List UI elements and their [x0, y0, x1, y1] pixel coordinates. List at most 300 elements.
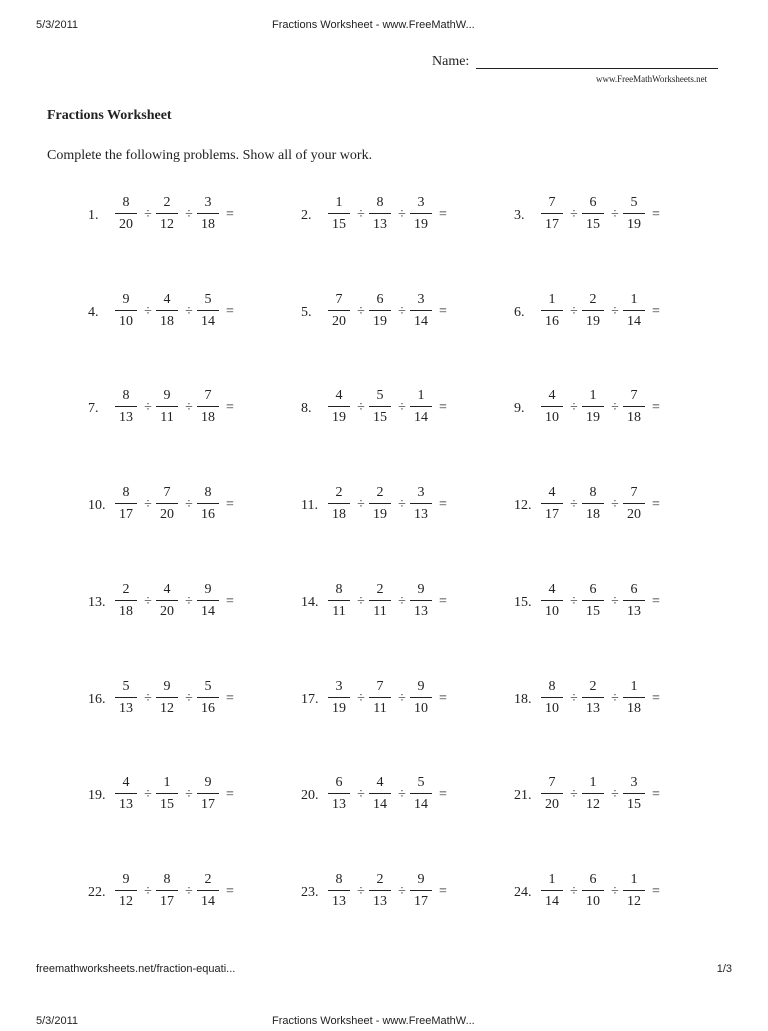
fraction-bar — [369, 406, 391, 407]
numerator: 6 — [630, 582, 638, 597]
denominator: 13 — [119, 701, 133, 716]
denominator: 12 — [160, 217, 174, 232]
denominator: 15 — [332, 217, 346, 232]
fraction-bar — [156, 213, 178, 214]
problem-number: 14. — [301, 595, 319, 610]
numerator: 1 — [630, 872, 638, 887]
fraction-bar — [156, 310, 178, 311]
fraction — [409, 291, 433, 331]
problem-number: 16. — [88, 692, 106, 707]
fraction — [622, 291, 646, 331]
fraction-bar — [541, 406, 563, 407]
divide-operator: ÷ — [144, 400, 152, 415]
fraction — [622, 774, 646, 814]
fraction-bar — [410, 406, 432, 407]
divide-operator: ÷ — [144, 497, 152, 512]
numerator: 6 — [589, 195, 597, 210]
fraction-bar — [410, 890, 432, 891]
problem-number: 2. — [301, 208, 312, 223]
fraction-bar — [410, 213, 432, 214]
divide-operator: ÷ — [357, 787, 365, 802]
fraction-bar — [369, 793, 391, 794]
divide-operator: ÷ — [185, 207, 193, 222]
fraction-bar — [115, 697, 137, 698]
print-url: freemathworksheets.net/fraction-equati... — [36, 963, 236, 975]
numerator: 3 — [417, 292, 425, 307]
numerator: 8 — [122, 388, 130, 403]
divide-operator: ÷ — [398, 207, 406, 222]
problem — [301, 291, 501, 341]
numerator: 9 — [122, 292, 130, 307]
fraction — [368, 484, 392, 524]
numerator: 1 — [630, 679, 638, 694]
fraction-bar — [328, 600, 350, 601]
numerator: 2 — [122, 582, 130, 597]
fraction — [622, 484, 646, 524]
fraction-bar — [623, 406, 645, 407]
fraction — [327, 678, 351, 718]
fraction-bar — [369, 213, 391, 214]
numerator: 4 — [548, 582, 556, 597]
numerator: 8 — [335, 582, 343, 597]
numerator: 6 — [335, 775, 343, 790]
numerator: 9 — [163, 388, 171, 403]
denominator: 18 — [332, 507, 346, 522]
problem — [88, 871, 288, 921]
denominator: 18 — [201, 217, 215, 232]
fraction-bar — [410, 310, 432, 311]
numerator: 1 — [630, 292, 638, 307]
numerator: 4 — [335, 388, 343, 403]
equals-sign: = — [439, 207, 447, 222]
fraction-bar — [156, 697, 178, 698]
numerator: 5 — [376, 388, 384, 403]
divide-operator: ÷ — [357, 400, 365, 415]
problem — [88, 484, 288, 534]
denominator: 12 — [160, 701, 174, 716]
fraction-bar — [369, 600, 391, 601]
equals-sign: = — [439, 497, 447, 512]
numerator: 1 — [548, 292, 556, 307]
instructions: Complete the following problems. Show all of your work. — [47, 148, 373, 163]
numerator: 2 — [589, 292, 597, 307]
problem-number: 3. — [514, 208, 525, 223]
numerator: 4 — [548, 485, 556, 500]
fraction — [581, 484, 605, 524]
divide-operator: ÷ — [570, 304, 578, 319]
problem-number: 9. — [514, 401, 525, 416]
equals-sign: = — [439, 884, 447, 899]
divide-operator: ÷ — [185, 400, 193, 415]
fraction-bar — [197, 890, 219, 891]
fraction — [327, 774, 351, 814]
fraction — [114, 387, 138, 427]
browser-print-header-next-page — [0, 1015, 768, 1031]
fraction — [409, 387, 433, 427]
fraction — [155, 291, 179, 331]
fraction — [581, 774, 605, 814]
numerator: 7 — [548, 195, 556, 210]
denominator: 14 — [414, 410, 428, 425]
denominator: 12 — [627, 894, 641, 909]
fraction-bar — [197, 213, 219, 214]
denominator: 10 — [545, 410, 559, 425]
fraction — [409, 871, 433, 911]
fraction — [622, 194, 646, 234]
problem — [88, 291, 288, 341]
numerator: 2 — [589, 679, 597, 694]
denominator: 11 — [160, 410, 174, 425]
divide-operator: ÷ — [185, 787, 193, 802]
equals-sign: = — [439, 691, 447, 706]
fraction-bar — [541, 697, 563, 698]
fraction — [622, 678, 646, 718]
denominator: 13 — [373, 894, 387, 909]
fraction — [155, 484, 179, 524]
fraction-bar — [623, 310, 645, 311]
equals-sign: = — [226, 497, 234, 512]
fraction — [622, 871, 646, 911]
problem-number: 1. — [88, 208, 99, 223]
fraction — [155, 678, 179, 718]
divide-operator: ÷ — [185, 304, 193, 319]
denominator: 17 — [119, 507, 133, 522]
numerator: 1 — [589, 775, 597, 790]
problem — [301, 774, 501, 824]
site-note: www.FreeMathWorksheets.net — [596, 74, 708, 84]
numerator: 7 — [163, 485, 171, 500]
denominator: 17 — [545, 217, 559, 232]
fraction-bar — [369, 697, 391, 698]
problem — [514, 387, 714, 437]
fraction-bar — [623, 890, 645, 891]
denominator: 19 — [586, 314, 600, 329]
numerator: 7 — [204, 388, 212, 403]
divide-operator: ÷ — [357, 304, 365, 319]
fraction-bar — [369, 310, 391, 311]
denominator: 15 — [373, 410, 387, 425]
fraction-bar — [197, 406, 219, 407]
numerator: 9 — [417, 872, 425, 887]
fraction-bar — [156, 600, 178, 601]
divide-operator: ÷ — [185, 497, 193, 512]
divide-operator: ÷ — [570, 787, 578, 802]
numerator: 6 — [589, 872, 597, 887]
problem-number: 12. — [514, 498, 532, 513]
fraction-bar — [623, 697, 645, 698]
fraction-bar — [623, 213, 645, 214]
problem — [88, 387, 288, 437]
problem-number: 6. — [514, 305, 525, 320]
divide-operator: ÷ — [144, 594, 152, 609]
divide-operator: ÷ — [398, 400, 406, 415]
fraction — [327, 194, 351, 234]
numerator: 1 — [589, 388, 597, 403]
equals-sign: = — [652, 304, 660, 319]
fraction — [581, 871, 605, 911]
fraction-bar — [623, 600, 645, 601]
numerator: 9 — [417, 679, 425, 694]
fraction — [368, 291, 392, 331]
fraction-bar — [582, 406, 604, 407]
fraction — [409, 581, 433, 621]
denominator: 15 — [586, 604, 600, 619]
equals-sign: = — [652, 691, 660, 706]
fraction — [327, 484, 351, 524]
equals-sign: = — [652, 497, 660, 512]
denominator: 20 — [160, 507, 174, 522]
denominator: 19 — [373, 314, 387, 329]
fraction — [327, 871, 351, 911]
equals-sign: = — [226, 400, 234, 415]
divide-operator: ÷ — [611, 691, 619, 706]
fraction-bar — [410, 793, 432, 794]
denominator: 13 — [119, 797, 133, 812]
fraction — [114, 581, 138, 621]
equals-sign: = — [652, 400, 660, 415]
numerator: 7 — [335, 292, 343, 307]
fraction-bar — [541, 600, 563, 601]
problem — [88, 774, 288, 824]
numerator: 2 — [376, 872, 384, 887]
denominator: 19 — [332, 701, 346, 716]
fraction — [155, 581, 179, 621]
numerator: 2 — [376, 582, 384, 597]
fraction-bar — [623, 793, 645, 794]
numerator: 1 — [417, 388, 425, 403]
fraction — [155, 194, 179, 234]
equals-sign: = — [439, 787, 447, 802]
fraction-bar — [410, 600, 432, 601]
numerator: 7 — [630, 485, 638, 500]
fraction-bar — [623, 503, 645, 504]
denominator: 17 — [201, 797, 215, 812]
fraction — [114, 871, 138, 911]
equals-sign: = — [439, 304, 447, 319]
fraction-bar — [328, 503, 350, 504]
denominator: 13 — [627, 604, 641, 619]
equals-sign: = — [652, 787, 660, 802]
problem-number: 20. — [301, 788, 319, 803]
divide-operator: ÷ — [357, 691, 365, 706]
fraction — [196, 291, 220, 331]
numerator: 7 — [630, 388, 638, 403]
fraction-bar — [115, 503, 137, 504]
problem — [514, 291, 714, 341]
fraction-bar — [328, 697, 350, 698]
problem — [301, 484, 501, 534]
denominator: 20 — [332, 314, 346, 329]
denominator: 15 — [160, 797, 174, 812]
fraction — [114, 484, 138, 524]
equals-sign: = — [226, 594, 234, 609]
fraction — [196, 387, 220, 427]
equals-sign: = — [652, 884, 660, 899]
fraction — [622, 387, 646, 427]
numerator: 3 — [204, 195, 212, 210]
denominator: 13 — [119, 410, 133, 425]
browser-print-header — [0, 19, 768, 35]
numerator: 9 — [204, 775, 212, 790]
fraction-bar — [197, 310, 219, 311]
numerator: 2 — [335, 485, 343, 500]
denominator: 18 — [160, 314, 174, 329]
numerator: 8 — [204, 485, 212, 500]
fraction — [114, 291, 138, 331]
denominator: 18 — [627, 410, 641, 425]
fraction-bar — [410, 503, 432, 504]
fraction-bar — [328, 406, 350, 407]
fraction — [368, 387, 392, 427]
fraction — [409, 194, 433, 234]
divide-operator: ÷ — [185, 884, 193, 899]
denominator: 20 — [119, 217, 133, 232]
divide-operator: ÷ — [398, 594, 406, 609]
fraction — [540, 581, 564, 621]
numerator: 2 — [163, 195, 171, 210]
fraction-bar — [582, 310, 604, 311]
print-date: 5/3/2011 — [36, 19, 79, 31]
denominator: 18 — [201, 410, 215, 425]
divide-operator: ÷ — [144, 207, 152, 222]
fraction — [540, 871, 564, 911]
denominator: 11 — [332, 604, 346, 619]
name-field-line[interactable] — [476, 68, 718, 69]
fraction — [581, 387, 605, 427]
numerator: 8 — [548, 679, 556, 694]
equals-sign: = — [652, 594, 660, 609]
divide-operator: ÷ — [357, 207, 365, 222]
browser-print-footer — [0, 963, 768, 979]
problem — [88, 194, 288, 244]
numerator: 8 — [163, 872, 171, 887]
denominator: 17 — [545, 507, 559, 522]
denominator: 18 — [586, 507, 600, 522]
fraction — [327, 387, 351, 427]
fraction — [196, 581, 220, 621]
numerator: 5 — [204, 292, 212, 307]
divide-operator: ÷ — [570, 594, 578, 609]
denominator: 17 — [414, 894, 428, 909]
divide-operator: ÷ — [570, 207, 578, 222]
divide-operator: ÷ — [357, 497, 365, 512]
fraction — [327, 291, 351, 331]
fraction — [622, 581, 646, 621]
fraction — [196, 774, 220, 814]
fraction-bar — [156, 890, 178, 891]
divide-operator: ÷ — [611, 594, 619, 609]
fraction — [368, 774, 392, 814]
divide-operator: ÷ — [185, 691, 193, 706]
worksheet-title: Fractions Worksheet — [47, 108, 172, 123]
equals-sign: = — [226, 207, 234, 222]
denominator: 12 — [586, 797, 600, 812]
denominator: 16 — [545, 314, 559, 329]
fraction — [581, 581, 605, 621]
equals-sign: = — [226, 884, 234, 899]
problem-number: 24. — [514, 885, 532, 900]
equals-sign: = — [226, 787, 234, 802]
denominator: 14 — [201, 604, 215, 619]
numerator: 4 — [122, 775, 130, 790]
denominator: 20 — [627, 507, 641, 522]
problem-number: 7. — [88, 401, 99, 416]
divide-operator: ÷ — [144, 304, 152, 319]
fraction-bar — [410, 697, 432, 698]
denominator: 14 — [414, 314, 428, 329]
divide-operator: ÷ — [398, 787, 406, 802]
numerator: 5 — [417, 775, 425, 790]
numerator: 9 — [163, 679, 171, 694]
problem — [514, 871, 714, 921]
numerator: 4 — [548, 388, 556, 403]
fraction-bar — [582, 600, 604, 601]
divide-operator: ÷ — [398, 691, 406, 706]
divide-operator: ÷ — [611, 304, 619, 319]
fraction-bar — [541, 890, 563, 891]
fraction-bar — [541, 310, 563, 311]
problem — [301, 194, 501, 244]
fraction — [155, 387, 179, 427]
fraction — [540, 194, 564, 234]
denominator: 16 — [201, 507, 215, 522]
divide-operator: ÷ — [611, 497, 619, 512]
problem — [88, 678, 288, 728]
numerator: 1 — [163, 775, 171, 790]
denominator: 10 — [414, 701, 428, 716]
fraction — [155, 774, 179, 814]
fraction — [409, 678, 433, 718]
fraction-bar — [115, 793, 137, 794]
fraction-bar — [197, 600, 219, 601]
problem — [514, 484, 714, 534]
numerator: 1 — [335, 195, 343, 210]
fraction — [196, 484, 220, 524]
fraction-bar — [582, 697, 604, 698]
denominator: 19 — [586, 410, 600, 425]
equals-sign: = — [439, 594, 447, 609]
numerator: 9 — [204, 582, 212, 597]
denominator: 14 — [545, 894, 559, 909]
problem-number: 18. — [514, 692, 532, 707]
denominator: 19 — [373, 507, 387, 522]
problem-number: 13. — [88, 595, 106, 610]
denominator: 10 — [119, 314, 133, 329]
denominator: 13 — [332, 894, 346, 909]
divide-operator: ÷ — [611, 207, 619, 222]
problem — [514, 581, 714, 631]
numerator: 7 — [548, 775, 556, 790]
print-page-title: Fractions Worksheet - www.FreeMathW... — [272, 19, 475, 31]
equals-sign: = — [226, 691, 234, 706]
numerator: 5 — [204, 679, 212, 694]
denominator: 17 — [160, 894, 174, 909]
denominator: 11 — [373, 604, 387, 619]
fraction — [581, 194, 605, 234]
fraction — [114, 194, 138, 234]
problem — [514, 194, 714, 244]
denominator: 10 — [586, 894, 600, 909]
fraction — [540, 291, 564, 331]
divide-operator: ÷ — [398, 497, 406, 512]
fraction-bar — [582, 503, 604, 504]
denominator: 14 — [414, 797, 428, 812]
denominator: 14 — [627, 314, 641, 329]
problem — [88, 581, 288, 631]
denominator: 13 — [586, 701, 600, 716]
denominator: 18 — [627, 701, 641, 716]
divide-operator: ÷ — [570, 884, 578, 899]
